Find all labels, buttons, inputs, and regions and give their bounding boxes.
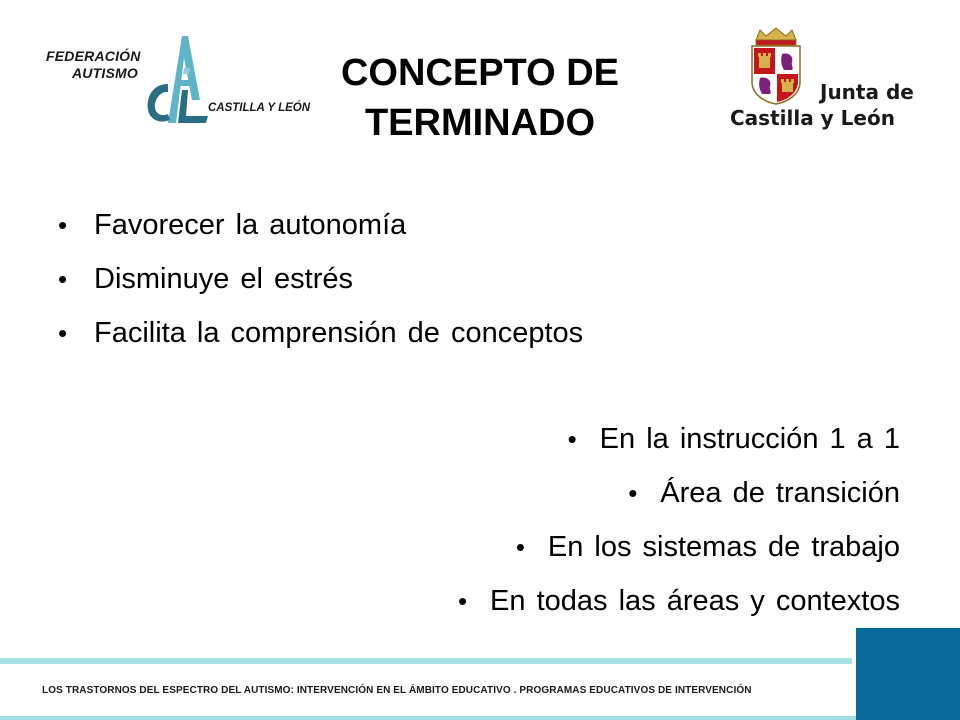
logo-right-line1: Junta de xyxy=(820,80,914,104)
list-item xyxy=(458,466,900,520)
logo-left-text xyxy=(46,48,141,82)
list-item xyxy=(458,520,900,574)
title-line-2: TERMINADO xyxy=(364,102,596,144)
bullet-icon: • xyxy=(628,478,638,508)
acl-mark-icon xyxy=(138,28,218,128)
footer-divider xyxy=(0,658,852,664)
junta-castilla-leon-logo xyxy=(724,26,914,130)
footer-caption: LOS TRASTORNOS DEL ESPECTRO DEL AUTISMO: INTERVENCIÓN EN EL ÁMBITO EDUCATIVO . PROGRAMAS EDUCATIVOS DE INTERVENCIÓN xyxy=(42,685,752,696)
logo-left-line3: CASTILLA Y LEÓN xyxy=(208,102,311,114)
bullet-icon: • xyxy=(567,424,577,454)
slide-title xyxy=(330,48,630,148)
contexts-list xyxy=(458,412,900,628)
list-item-text: Disminuye el estrés xyxy=(94,263,354,295)
bullet-icon: • xyxy=(58,210,68,240)
list-item-text: Favorecer la autonomía xyxy=(94,209,407,241)
logo-right-line2: Castilla y León xyxy=(730,106,895,130)
list-item-text: En la instrucción 1 a 1 xyxy=(599,423,900,455)
list-item xyxy=(58,198,583,252)
bullet-icon: • xyxy=(458,586,468,616)
benefits-list xyxy=(58,198,583,360)
list-item-text: Facilita la comprensión de conceptos xyxy=(94,317,584,349)
logo-left-line2: AUTISMO xyxy=(72,65,138,81)
footer-bottom-line xyxy=(0,716,856,720)
coat-of-arms-icon xyxy=(742,26,810,106)
list-item xyxy=(58,252,583,306)
logo-left-line1: FEDERACIÓN xyxy=(46,48,141,64)
bullet-icon: • xyxy=(515,532,525,562)
list-item-text: Área de transición xyxy=(660,477,900,509)
bullet-icon: • xyxy=(58,264,68,294)
footer-corner-block xyxy=(856,628,960,720)
list-item-text: En los sistemas de trabajo xyxy=(547,531,900,563)
list-item xyxy=(458,412,900,466)
list-item-text: En todas las áreas y contextos xyxy=(490,585,900,617)
list-item xyxy=(58,306,583,360)
bullet-icon: • xyxy=(58,318,68,348)
list-item xyxy=(458,574,900,628)
federacion-autismo-logo xyxy=(46,28,336,128)
title-line-1: CONCEPTO DE xyxy=(340,52,619,94)
